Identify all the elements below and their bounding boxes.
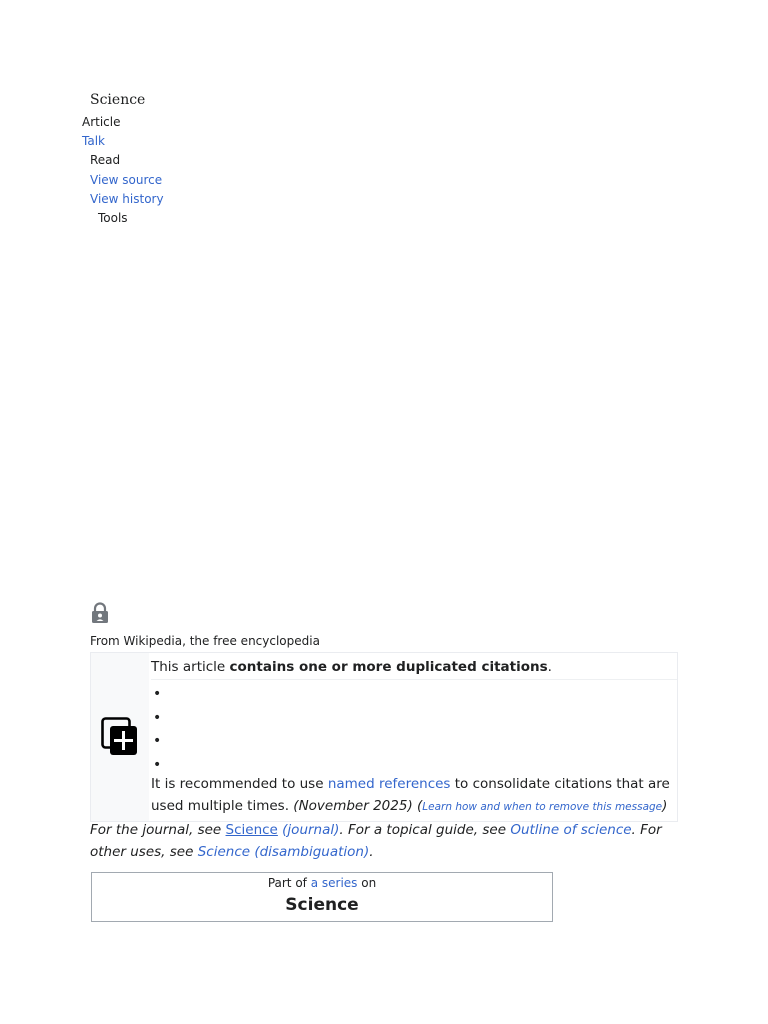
page-title: Science [90,92,146,108]
tab-talk[interactable]: Talk [82,134,105,148]
named-references-link[interactable]: named references [327,776,451,792]
sidebar-pretitle-prefix: Part of [267,876,311,890]
hatnote-text: . For other uses, see [90,822,662,860]
list-item: • [153,756,162,773]
science-journal-link[interactable] [226,822,340,838]
tools-menu[interactable]: Tools [98,211,128,225]
paren-open: ( [412,798,423,814]
hatnote-text: For the journal, see [90,822,226,838]
rec-text-2: to consolidate citations that are used multiple times. [151,776,670,814]
hatnote [90,819,682,863]
maintenance-notice [90,652,678,822]
list-item: • [153,733,162,749]
sidebar-pretitle [92,875,552,891]
lock-icon[interactable] [90,602,110,624]
tab-read[interactable]: Read [90,153,121,167]
notice-recommendation [151,773,671,818]
tab-view-source[interactable]: View source [90,173,163,187]
a-series-link[interactable]: a series [310,876,358,890]
sidebar-title: Science [285,895,359,915]
hatnote-text: . [369,844,374,860]
notice-heading-suffix: . [547,659,552,675]
rec-text: It is recommended to use [151,776,328,792]
paren-close: ) [662,798,668,814]
outline-of-science-link[interactable]: Outline of science [510,822,632,838]
notice-heading-prefix: This article [151,659,230,675]
notice-bullet-list [151,683,677,777]
tab-article[interactable]: Article [82,115,121,129]
tab-view-history[interactable]: View history [90,192,164,206]
duplicate-citations-icon [101,717,139,757]
notice-date: (November 2025) [293,798,413,814]
notice-heading-bold: contains one or more duplicated citations [229,659,548,675]
series-sidebar [91,872,553,922]
sidebar-pretitle-suffix: on [357,876,377,890]
list-item: • [153,686,162,702]
science-journal-link-suffix: (journal) [277,822,340,838]
learn-remove-message-link[interactable]: Learn how and when to remove this message [422,801,663,813]
science-journal-link-title: Science [225,822,278,838]
list-item: • [153,709,162,726]
notice-image-cell [91,653,149,821]
hatnote-text: . For a topical guide, see [339,822,511,838]
science-disambiguation-link[interactable]: Science (disambiguation) [197,844,370,860]
notice-heading [151,655,677,680]
site-tagline: From Wikipedia, the free encyclopedia [90,634,320,648]
